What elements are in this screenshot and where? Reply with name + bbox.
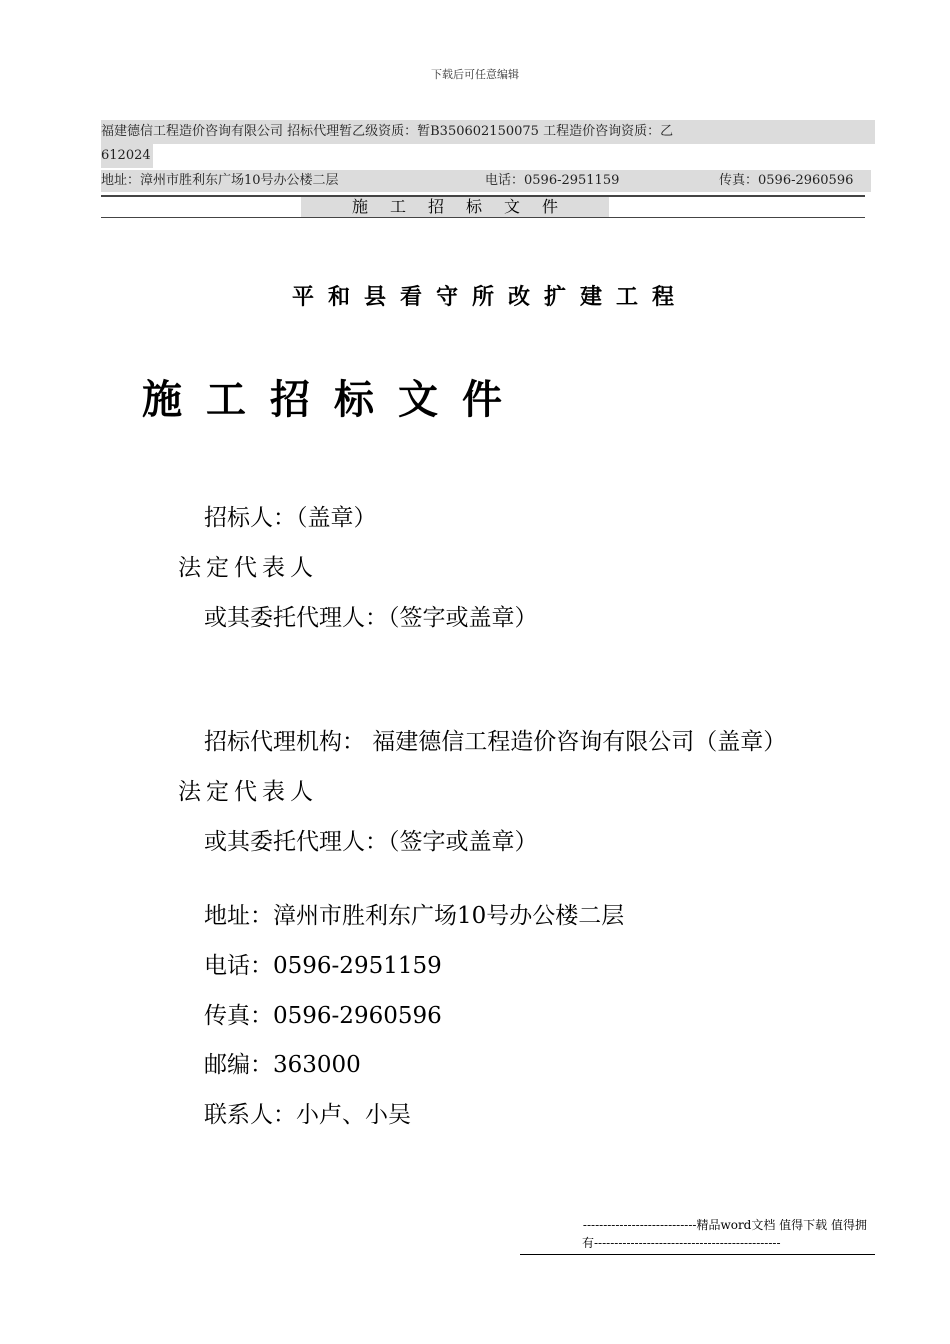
main-title: 施工招标文件 — [142, 376, 526, 423]
top-note: 下载后可任意编辑 — [431, 68, 519, 81]
agent-line-2: 或其委托代理人：（签字或盖章） — [204, 829, 538, 855]
agency-line: 招标代理机构： 福建德信工程造价咨询有限公司（盖章） — [204, 729, 787, 755]
footer-note — [520, 1216, 875, 1255]
band-title: 施工招标文件 — [351, 197, 580, 216]
header-qualification-cont: 612024 — [101, 144, 153, 168]
header-fax: 传真：0596-2960596 — [719, 173, 854, 188]
header-phone: 电话：0596-2951159 — [485, 173, 620, 188]
contact-line: 联系人：小卢、小吴 — [204, 1102, 411, 1128]
address-line: 地址：漳州市胜利东广场10号办公楼二层 — [204, 903, 625, 929]
project-title: 平和县看守所改扩建工程 — [291, 284, 688, 310]
header-band — [101, 195, 865, 218]
agent-line-1: 或其委托代理人：（签字或盖章） — [204, 605, 538, 631]
legal-rep-line-1: 法定代表人 — [178, 555, 318, 581]
header-qualification-line: 福建德信工程造价咨询有限公司 招标代理暂乙级资质：暂B350602150075 工程造价咨询资质：乙 — [101, 120, 875, 144]
phone-line: 电话：0596-2951159 — [204, 953, 442, 979]
footer-line-2: 有---------------------------------------------- — [582, 1236, 781, 1250]
postcode-line: 邮编：363000 — [204, 1052, 361, 1078]
legal-rep-line-2: 法定代表人 — [178, 779, 318, 805]
header-address: 地址：漳州市胜利东广场10号办公楼二层 — [101, 173, 339, 188]
footer-line-1: ----------------------------精品word文档 值得下载 值得拥 — [582, 1218, 867, 1232]
tenderer-line: 招标人：（盖章） — [204, 505, 377, 531]
header-contact-line — [101, 170, 871, 192]
fax-line: 传真：0596-2960596 — [204, 1003, 442, 1029]
